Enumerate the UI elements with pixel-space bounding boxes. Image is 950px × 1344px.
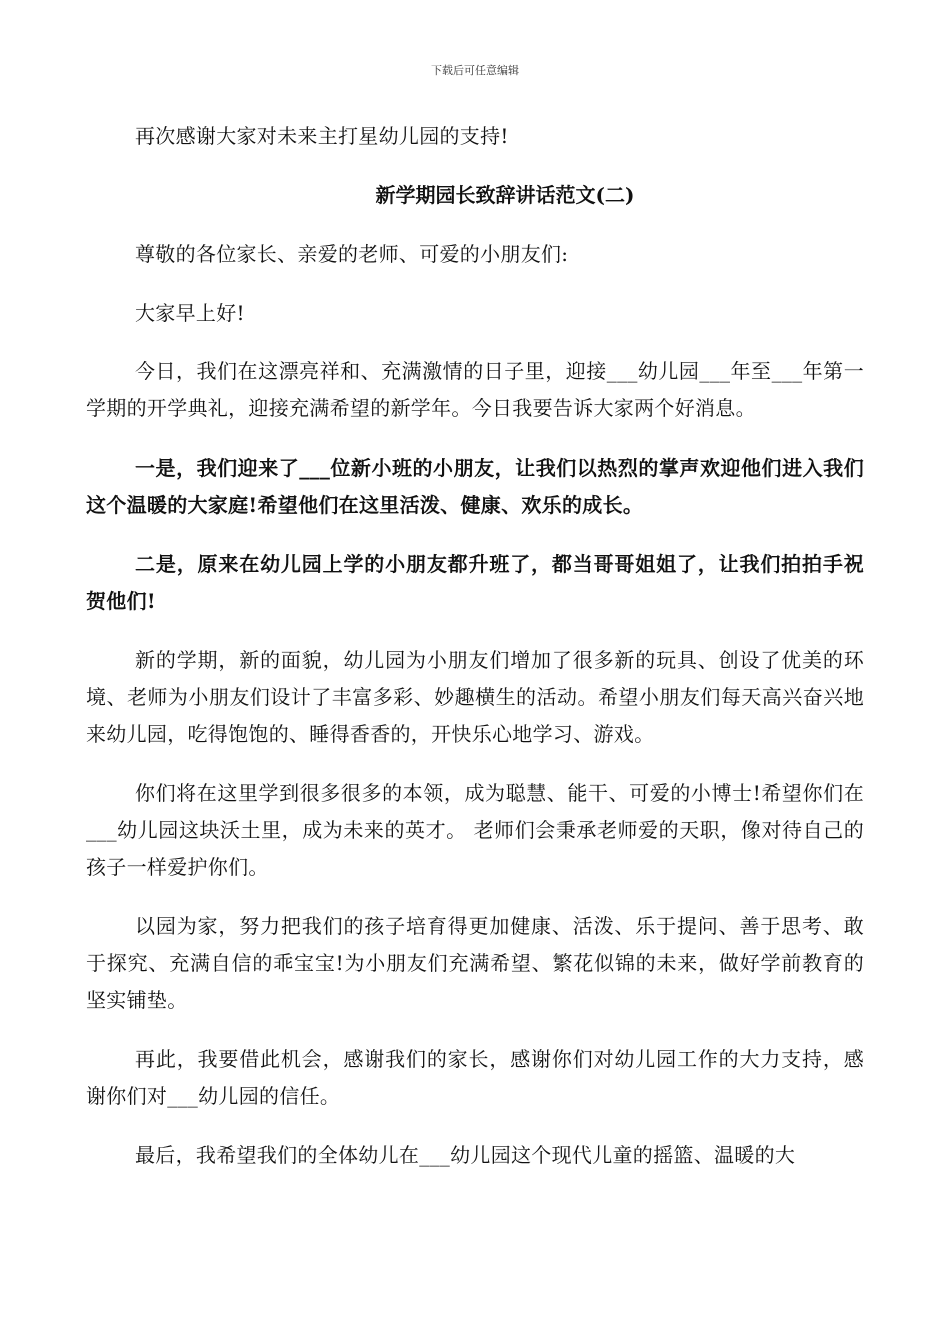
paragraph: 最后，我希望我们的全体幼儿在___幼儿园这个现代儿童的摇篮、温暖的大 xyxy=(135,1143,796,1167)
paragraph: 今日，我们在这漂亮祥和、充满激情的日子里，迎接___幼儿园___年至___年第一学期的开学典礼，迎接充满希望的新学年。今日我要告诉大家两个好消息。 xyxy=(86,359,864,420)
paragraph: 新的学期，新的面貌，幼儿园为小朋友们增加了很多新的玩具、创设了优美的环境、老师为小朋友们设计了丰富多彩、妙趣横生的活动。希望小朋友们每天高兴奋兴地来幼儿园，吃得饱饱的、睡得香香的，开快乐心地学习、游戏。 xyxy=(86,648,864,746)
paragraph: 你们将在这里学到很多很多的本领，成为聪慧、能干、可爱的小博士!希望你们在___幼儿园这块沃土里，成为未来的英才。 老师们会秉承老师爱的天职，像对待自己的孩子一样爱护你们。 xyxy=(86,781,864,879)
paragraph: 再次感谢大家对未来主打星幼儿园的支持! xyxy=(135,124,509,148)
paragraph: 一是，我们迎来了___位新小班的小朋友，让我们以热烈的掌声欢迎他们进入我们这个温暖的大家庭!希望他们在这里活泼、健康、欢乐的成长。 xyxy=(86,456,864,517)
paragraph: 再此，我要借此机会，感谢我们的家长，感谢你们对幼儿园工作的大力支持，感谢你们对___幼儿园的信任。 xyxy=(86,1047,864,1108)
document-body xyxy=(86,118,864,1174)
page-header: 下载后可任意编辑 xyxy=(431,64,519,77)
document-title: 新学期园长致辞讲话范文(二) xyxy=(375,183,635,207)
paragraph: 以园为家，努力把我们的孩子培育得更加健康、活泼、乐于提问、善于思考、敢于探究、充满自信的乖宝宝!为小朋友们充满希望、繁花似锦的未来，做好学前教育的坚实铺垫。 xyxy=(86,914,864,1012)
paragraph: 尊敬的各位家长、亲爱的老师、可爱的小朋友们: xyxy=(135,242,569,266)
paragraph: 大家早上好! xyxy=(135,301,245,325)
paragraph: 二是，原来在幼儿园上学的小朋友都升班了，都当哥哥姐姐了，让我们拍拍手祝贺他们! xyxy=(86,552,864,613)
